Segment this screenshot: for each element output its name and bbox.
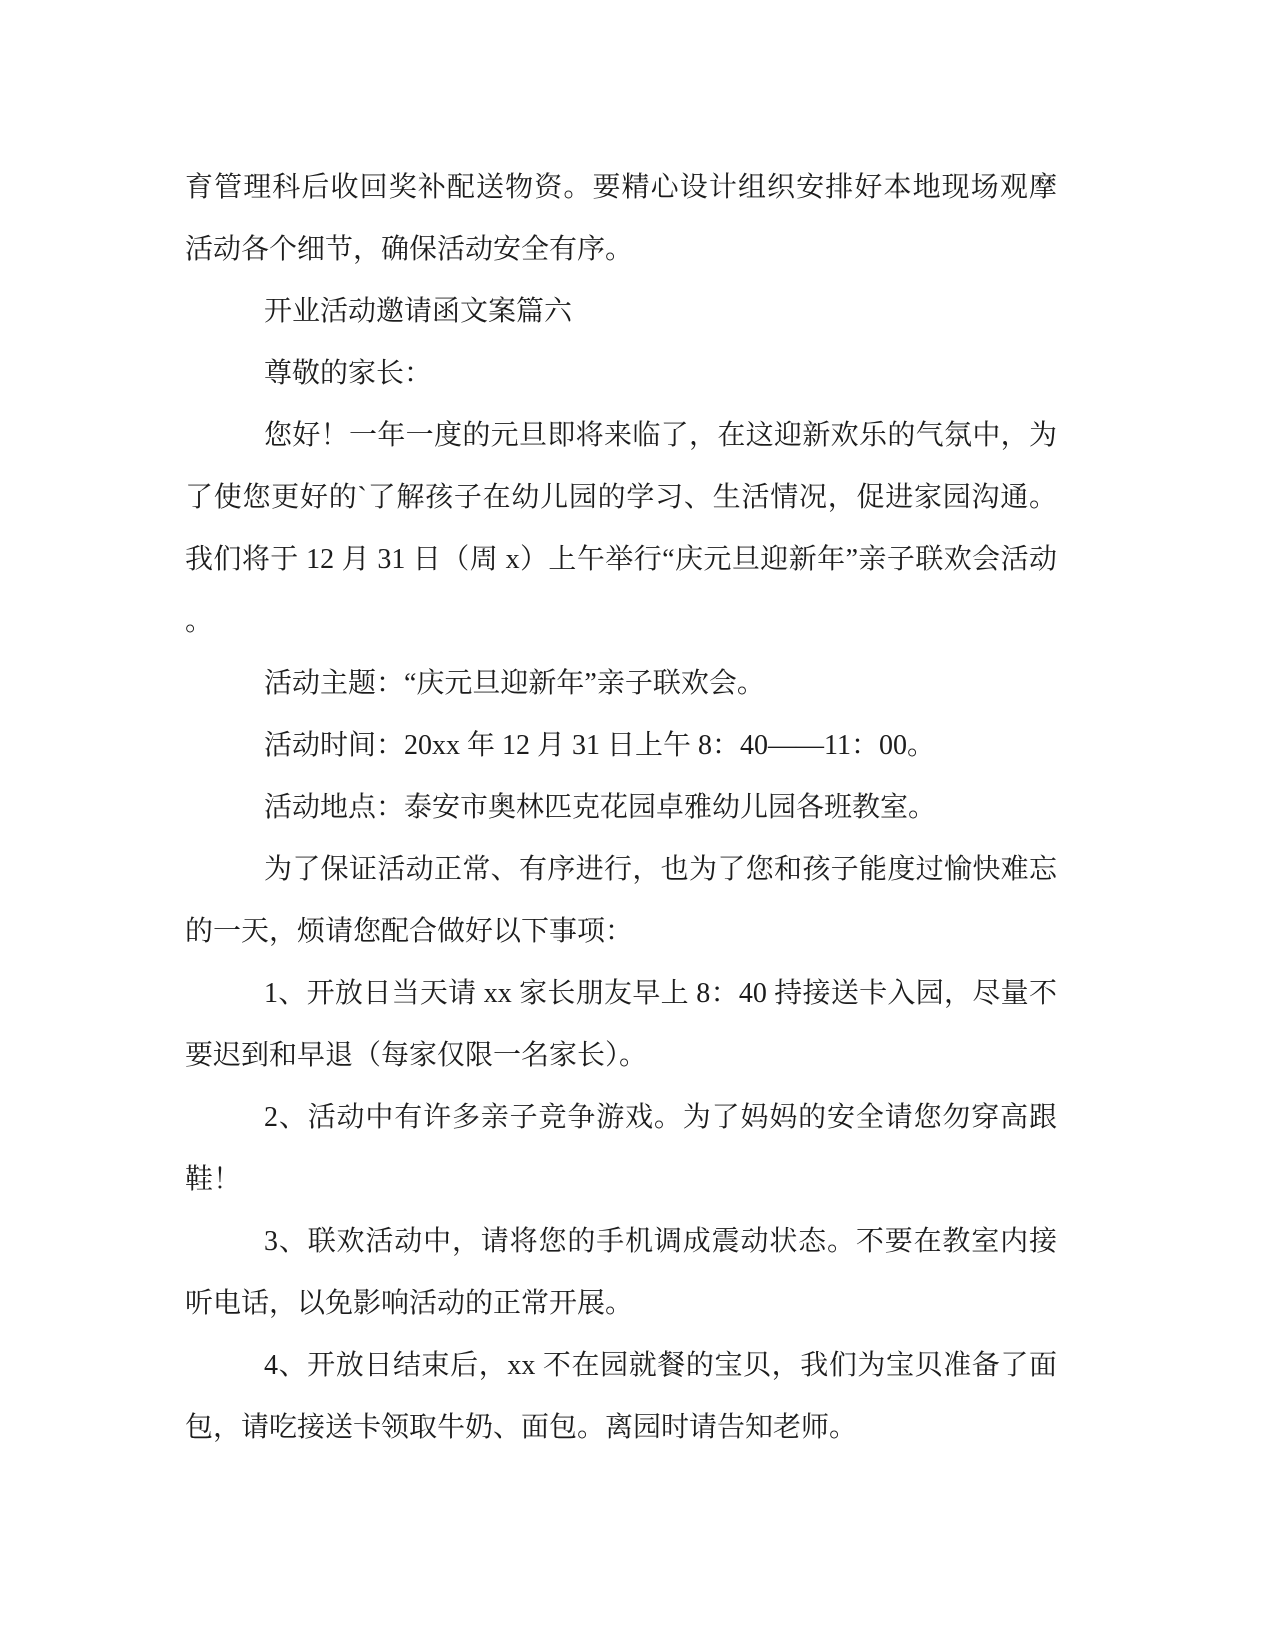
text-line: 要迟到和早退（每家仅限一名家长）。 — [185, 1040, 648, 1071]
text-line: 我们将于 12 月 31 日（周 x）上午举行“庆元旦迎新年”亲子联欢会活动 — [185, 544, 1057, 575]
text-line: 活动各个细节，确保活动安全有序。 — [185, 234, 634, 265]
text-line: 为了保证活动正常、有序进行，也为了您和孩子能度过愉快难忘 — [264, 854, 1057, 885]
text-line: 活动主题：“庆元旦迎新年”亲子联欢会。 — [264, 668, 765, 699]
text-line: 包，请吃接送卡领取牛奶、面包。离园时请告知老师。 — [185, 1412, 858, 1443]
text-line: 鞋！ — [185, 1164, 242, 1195]
text-line: 您好！一年一度的元旦即将来临了，在这迎新欢乐的气氛中，为 — [264, 420, 1057, 451]
text-line: 尊敬的家长： — [264, 358, 433, 389]
document-text-block — [185, 157, 1057, 1459]
section-heading: 开业活动邀请函文案篇六 — [264, 296, 573, 327]
text-line: 了使您更好的`了解孩子在幼儿园的学习、生活情况，促进家园沟通。 — [185, 482, 1057, 513]
text-line: 活动地点：泰安市奥林匹克花园卓雅幼儿园各班教室。 — [264, 792, 937, 823]
text-line: 活动时间：20xx 年 12 月 31 日上午 8：40——11：00。 — [264, 730, 935, 761]
text-line: 2、活动中有许多亲子竞争游戏。为了妈妈的安全请您勿穿高跟 — [264, 1102, 1057, 1133]
text-line: 的一天，烦请您配合做好以下事项： — [185, 916, 634, 947]
text-line: 1、开放日当天请 xx 家长朋友早上 8：40 持接送卡入园，尽量不 — [264, 978, 1057, 1009]
text-line: 3、联欢活动中，请将您的手机调成震动状态。不要在教室内接 — [264, 1226, 1057, 1257]
text-line: 。 — [185, 606, 214, 637]
text-line: 育管理科后收回奖补配送物资。要精心设计组织安排好本地现场观摩 — [185, 172, 1057, 203]
text-line: 4、开放日结束后，xx 不在园就餐的宝贝，我们为宝贝准备了面 — [264, 1350, 1057, 1381]
text-line: 听电话，以免影响活动的正常开展。 — [185, 1288, 634, 1319]
